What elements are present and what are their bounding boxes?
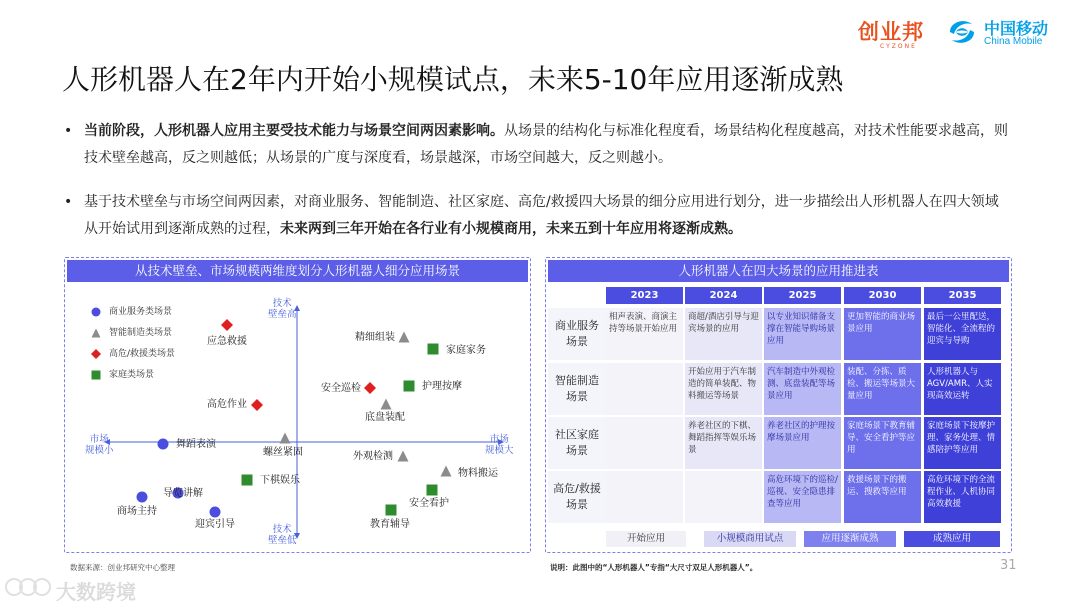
axis-label-left: 市场 规模小 <box>85 434 114 456</box>
point-label: 安全看护 <box>409 498 449 509</box>
china-mobile-logo-icon <box>944 14 980 50</box>
row-label: 智能制造 场景 <box>548 363 606 415</box>
table-cell: 商超/酒店引导与迎宾场景的应用 <box>685 308 762 360</box>
point-marker-triangle <box>440 462 452 474</box>
axis-label-right: 市场 规模大 <box>485 434 514 456</box>
legend-label: 商业服务类场景 <box>109 307 173 317</box>
table-cell <box>606 417 683 469</box>
china-mobile-logo-en: China Mobile <box>984 36 1043 47</box>
axis-label-bottom: 技术 壁垒低 <box>268 524 297 546</box>
legend-item <box>87 348 175 369</box>
point-label: 迎宾引导 <box>195 519 235 530</box>
row-label: 高危/救援 场景 <box>548 471 606 523</box>
point-label: 应急救援 <box>207 336 247 347</box>
point-marker-square <box>241 471 253 483</box>
triangle-marker-icon <box>91 328 101 342</box>
cyzone-logo <box>858 16 930 52</box>
table-cell: 救援场景下的搬运、搜救等应用 <box>844 471 921 523</box>
diamond-marker-icon <box>91 349 101 363</box>
point-label: 下棋娱乐 <box>260 475 300 486</box>
point-label: 螺丝紧固 <box>263 447 303 458</box>
point-label: 舞蹈表演 <box>176 439 216 450</box>
year-header: 2023 <box>606 287 683 304</box>
table-cell: 人形机器人与AGV/AMR、人实现高效运转 <box>924 363 1001 415</box>
row-label: 社区家庭 场景 <box>548 417 606 469</box>
progression-table <box>546 258 1013 554</box>
table-cell: 装配、分拣、质检、搬运等场景大量应用 <box>844 363 921 415</box>
page-number: 31 <box>1000 558 1017 573</box>
point-label: 外观检测 <box>353 451 393 462</box>
point-marker-diamond <box>221 316 233 328</box>
bullet-1-text: 从场景的结构化与标准化程度看，场景结构化程度越高，对技术性能要求越高，则技术壁垒越高，反之则越低；从场景的广度与深度看，场景越深，市场空间越大，反之则越小。 <box>84 123 1008 166</box>
source-note: 数据来源：创业邦研究中心整理 <box>70 563 175 572</box>
point-marker-square <box>426 481 438 493</box>
bullet-2-text: 基于技术壁垒与市场空间两因素，对商业服务、智能制造、社区家庭、高危/救援四大场景的细分应用进行划分，进一步描绘出人形机器人在四大领域从开始试用到逐渐成熟的过程， <box>84 194 999 237</box>
point-marker-square <box>427 340 439 352</box>
quadrant-panel-header: 从技术壁垒、市场规模两维度划分人形机器人细分应用场景 <box>67 260 528 282</box>
point-marker-triangle <box>380 395 392 407</box>
year-header: 2024 <box>685 287 762 304</box>
bullet-2-bold: 未来两到三年开始在各行业有小规模商用，未来五到十年应用将逐渐成熟。 <box>280 221 742 237</box>
table-cell: 养老社区的下棋、舞蹈指挥等娱乐场景 <box>685 417 762 469</box>
quadrant-chart <box>65 258 532 554</box>
legend-item <box>87 369 175 390</box>
point-marker-circle <box>157 435 169 447</box>
legend-item <box>87 327 175 348</box>
watermark-icon <box>4 574 52 600</box>
year-header: 2025 <box>764 287 841 304</box>
stage-legend-item: 应用逐渐成熟 <box>804 531 896 547</box>
table-panel-header: 人形机器人在四大场景的应用推进表 <box>548 260 1009 282</box>
watermark <box>4 574 154 602</box>
bullet-2 <box>62 189 1012 243</box>
footnote: 说明：此图中的“人形机器人”专指“大尺寸双足人形机器人”。 <box>550 563 758 572</box>
axis-label-top: 技术 壁垒高 <box>268 298 297 320</box>
row-label: 商业服务 场景 <box>548 308 606 360</box>
circle-marker-icon <box>91 307 101 321</box>
square-marker-icon <box>91 370 101 384</box>
bullet-dot: • <box>64 123 73 139</box>
legend-item <box>87 306 175 327</box>
point-marker-diamond <box>364 379 376 391</box>
point-label: 物料搬运 <box>458 468 498 479</box>
point-marker-circle <box>136 488 148 500</box>
point-label: 家庭家务 <box>446 345 486 356</box>
point-marker-diamond <box>251 396 263 408</box>
table-cell <box>606 363 683 415</box>
point-label: 导览讲解 <box>163 488 203 499</box>
point-marker-triangle <box>398 328 410 340</box>
stage-legend-item: 小规模商用试点 <box>704 531 796 547</box>
point-label: 护理按摩 <box>422 381 462 392</box>
quadrant-legend <box>87 306 175 390</box>
scenario-quadrant-panel <box>64 257 531 553</box>
page-title: 人形机器人在2年内开始小规模试点，未来5-10年应用逐渐成熟 <box>62 63 844 96</box>
table-cell: 更加智能的商业场景应用 <box>844 308 921 360</box>
point-label: 高危作业 <box>207 399 247 410</box>
progression-table-panel <box>545 257 1012 553</box>
year-header: 2035 <box>924 287 1001 304</box>
table-cell: 家庭场景下教育辅导、安全看护等应用 <box>844 417 921 469</box>
watermark-text: 大数跨境 <box>56 580 136 604</box>
table-cell: 相声表演、商演主持等场景开始应用 <box>606 308 683 360</box>
table-cell: 养老社区的护理按摩场景应用 <box>764 417 841 469</box>
cyzone-logo-text: 创业邦 <box>858 20 924 44</box>
bullet-dot: • <box>64 194 73 210</box>
point-label: 商场主持 <box>117 506 157 517</box>
point-marker-triangle <box>397 447 409 459</box>
china-mobile-logo <box>944 14 1064 50</box>
table-cell: 最后一公里配送，智能化、全流程的迎宾与导购 <box>924 308 1001 360</box>
legend-label: 高危/救援类场景 <box>109 349 176 359</box>
legend-label: 智能制造类场景 <box>109 328 173 338</box>
bullet-1 <box>62 118 1012 172</box>
stage-legend-item: 开始应用 <box>606 531 686 547</box>
table-cell: 高危环境下的全流程作业、人机协同高效救援 <box>924 471 1001 523</box>
table-cell: 高危环境下的巡检/巡视、安全隐患排查等应用 <box>764 471 841 523</box>
legend-label: 家庭类场景 <box>109 370 155 380</box>
point-marker-circle <box>209 503 221 515</box>
point-label: 底盘装配 <box>365 412 405 423</box>
point-marker-triangle <box>279 429 291 441</box>
point-marker-square <box>403 377 415 389</box>
point-label: 精细组装 <box>355 332 395 343</box>
china-mobile-logo-cn: 中国移动 <box>984 19 1049 38</box>
bullet-1-bold: 当前阶段，人形机器人应用主要受技术能力与场景空间两因素影响。 <box>84 123 504 139</box>
table-cell: 汽车制造中外观检测、底盘装配等场景应用 <box>764 363 841 415</box>
table-cell: 开始应用于汽车制造的简单装配、物料搬运等场景 <box>685 363 762 415</box>
year-header: 2030 <box>844 287 921 304</box>
table-cell: 家庭场景下按摩护理、家务处理、情感陪护等应用 <box>924 417 1001 469</box>
table-cell <box>685 471 762 523</box>
point-label: 安全巡检 <box>321 383 361 394</box>
cyzone-logo-subtext: CYZONE <box>880 43 917 50</box>
table-cell <box>606 471 683 523</box>
stage-legend-item: 成熟应用 <box>904 531 1000 547</box>
table-cell: 以专业知识储备支撑在智能导购场景应用 <box>764 308 841 360</box>
point-label: 教育辅导 <box>370 519 410 530</box>
point-marker-square <box>385 501 397 513</box>
